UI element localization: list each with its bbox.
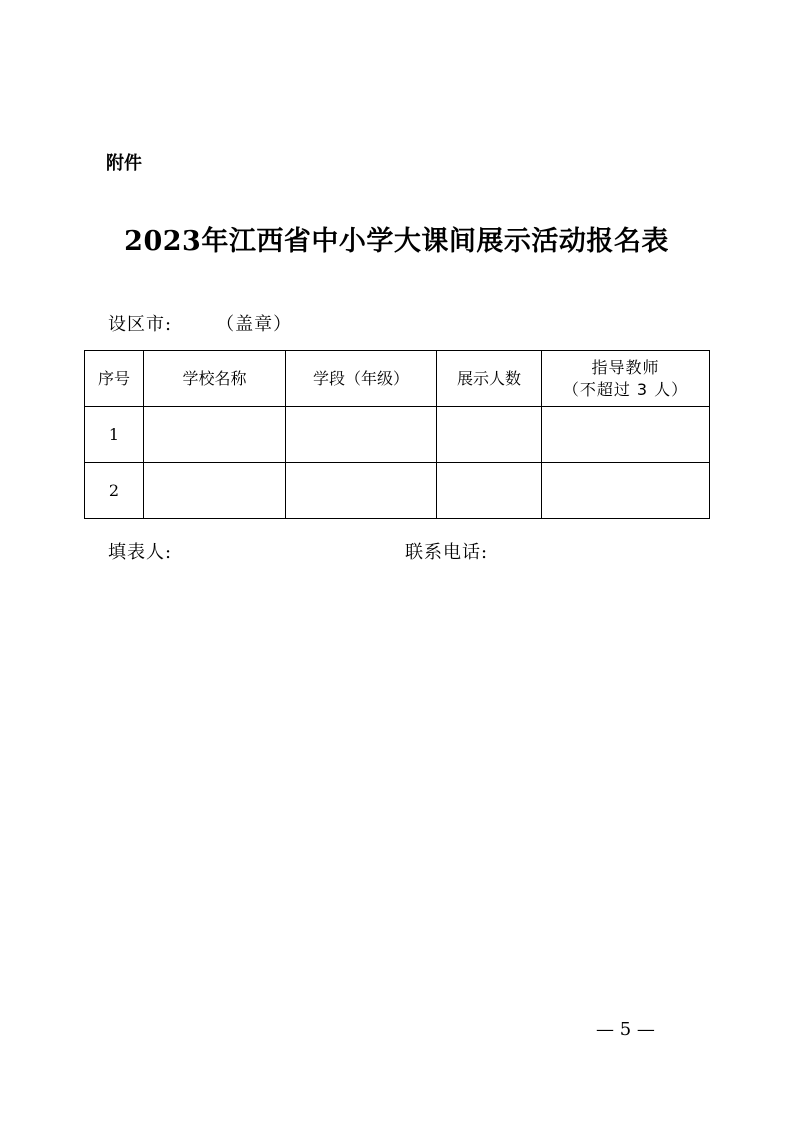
table-row	[85, 407, 710, 463]
cell-instructor[interactable]	[542, 407, 710, 463]
cell-instructor[interactable]	[542, 463, 710, 519]
table-row	[85, 463, 710, 519]
cell-index: 2	[85, 463, 144, 519]
seal-label: （盖章）	[216, 314, 293, 335]
header-instructor-label: 指导教师	[591, 357, 660, 377]
table-header-row	[85, 351, 710, 407]
cell-participant-count[interactable]	[437, 407, 542, 463]
page-title: 2023年江西省中小学大课间展示活动报名表	[124, 226, 669, 257]
cell-stage[interactable]	[286, 407, 437, 463]
header-school-name: 学校名称	[144, 351, 286, 407]
attachment-label: 附件	[106, 153, 142, 174]
phone-label: 联系电话:	[405, 542, 489, 563]
cell-school-name[interactable]	[144, 407, 286, 463]
cell-index: 1	[85, 407, 144, 463]
cell-school-name[interactable]	[144, 463, 286, 519]
header-instructor-note: （不超过 3 人）	[562, 379, 689, 399]
header-index: 序号	[85, 351, 144, 407]
registration-table	[84, 350, 710, 519]
header-stage: 学段（年级）	[286, 351, 437, 407]
city-line	[108, 312, 292, 338]
filler-label: 填表人:	[108, 542, 173, 563]
page-number: — 5 —	[596, 1019, 655, 1040]
city-label: 设区市:	[108, 314, 173, 335]
cell-participant-count[interactable]	[437, 463, 542, 519]
header-participant-count: 展示人数	[437, 351, 542, 407]
cell-stage[interactable]	[286, 463, 437, 519]
header-instructor	[542, 351, 710, 407]
